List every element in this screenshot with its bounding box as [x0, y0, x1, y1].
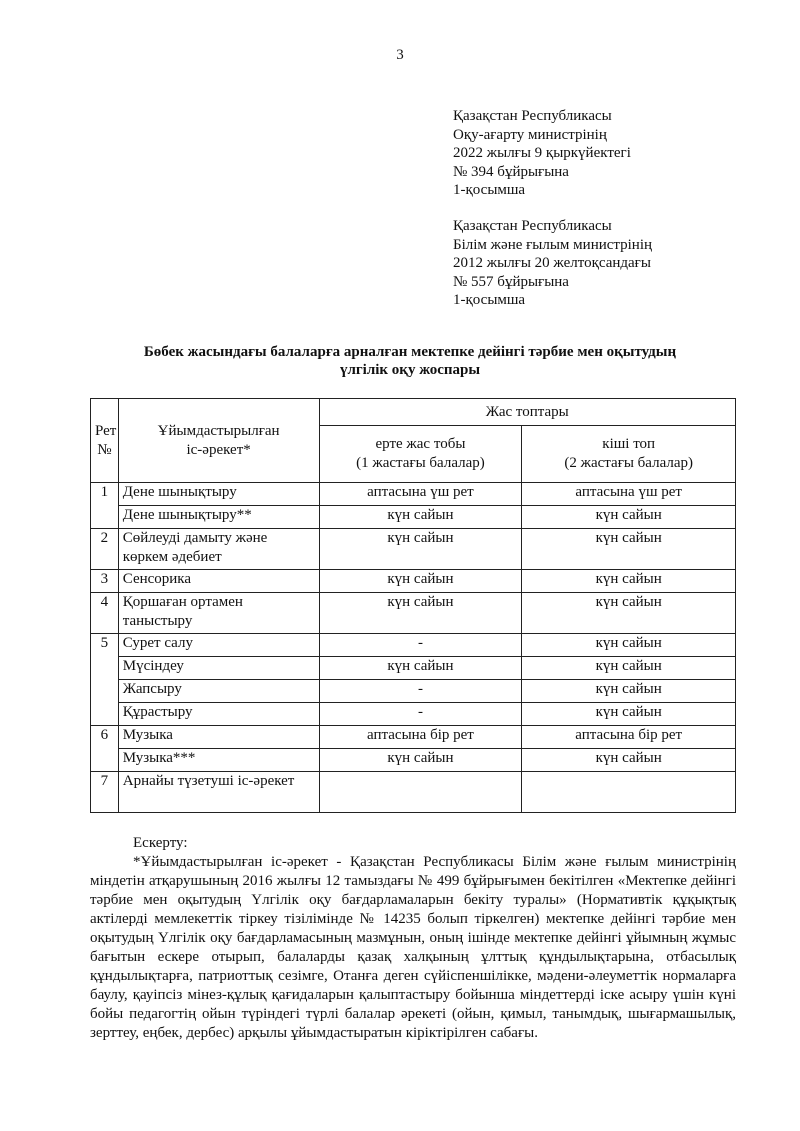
row-number: 1: [91, 483, 119, 529]
header-group-early-line2: (1 жастағы балалар): [356, 455, 485, 471]
title-line-1: Бөбек жасындағы балаларға арналған мектепке дейінгі тәрбие мен оқытудың: [143, 344, 677, 360]
table-row: [91, 593, 736, 634]
table-row: [91, 483, 736, 506]
table-row: [91, 529, 736, 570]
header-number-line2: №: [97, 441, 112, 458]
early-group-cell: күн сайын: [319, 506, 522, 529]
junior-group-cell: күн сайын: [522, 680, 736, 703]
page-number: 3: [396, 47, 404, 63]
header-group-early: [319, 426, 522, 483]
table-row: [91, 772, 736, 813]
table-row: [91, 570, 736, 593]
row-number: 6: [91, 726, 119, 772]
footnotes: [90, 834, 736, 1043]
row-number: 5: [91, 634, 119, 726]
activity-cell: Мүсіндеу: [118, 657, 319, 680]
activity-cell: Дене шынықтыру: [118, 483, 319, 506]
header-activity-line2: іс-әрекет*: [186, 441, 251, 458]
stamp-line: № 557 бұйрығына: [453, 273, 569, 290]
approval-stamp-2022: [453, 107, 631, 200]
header-number: [91, 399, 119, 483]
activity-cell: Құрастыру: [118, 703, 319, 726]
early-group-cell: -: [319, 703, 522, 726]
activity-cell: Қоршаған ортамен таныстыру: [118, 593, 319, 634]
early-group-cell: күн сайын: [319, 529, 522, 570]
activity-cell: Дене шынықтыру**: [118, 506, 319, 529]
junior-group-cell: аптасына бір рет: [522, 726, 736, 749]
stamp-line: Қазақстан Республикасы: [453, 108, 612, 124]
table-row: [91, 749, 736, 772]
activity-cell: Арнайы түзетуші іс-әрекет: [118, 772, 319, 813]
early-group-cell: аптасына үш рет: [319, 483, 522, 506]
notes-paragraph: *Ұйымдастырылған іс-әрекет - Қазақстан Республикасы Білім және ғылым министрінің міндетін атқарушының 2016 жылғы 12 тамыздағы № 499 бұйрығымен бекітілген «Мектепке дейінгі тәрбие мен оқытудың Үлгілік оқу бағдарламаларын бекіту туралы» (Нормативтік құқықтық актілерді мемлекеттік тіркеу тізілімінде № 14235 болып тіркелген) мектепке дейінгі тәрбие мен оқытудың Үлгілік оқу бағдарламасының мазмұнын, оның ішінде мектепке дейінгі ұйымның жұмыс бағытын ескере отырып, балаларды қазақ халқының ұлттық құндылықтарына, отбасылық құндылықтарға, патриоттық сезімге, Отанға деген сүйіспеншілікке, мәдени-әлеуметтік нормаларға баулу, қауіпсіз мінез-құлық қағидаларын қалыптастыру бойынша міндеттерді іске асыру үшін күні бойы педагогтің ойын түріндегі түрлі балалар әрекеті (ойын, қимыл, танымдық, шығармашылық, зерттеу, еңбек, дербес) арқылы ұйымдастыратын кіріктірілген сабағы.: [90, 854, 736, 1041]
header-group-junior-line2: (2 жастағы балалар): [564, 455, 694, 471]
row-number: 4: [91, 593, 119, 634]
activity-cell: Жапсыру: [118, 680, 319, 703]
row-number: 2: [91, 529, 119, 570]
junior-group-cell: күн сайын: [522, 570, 736, 593]
header-age-groups: Жас топтары: [319, 399, 736, 426]
stamp-line: 1-қосымша: [453, 182, 526, 198]
table-row: [91, 657, 736, 680]
title-line-2: үлгілік оқу жоспары: [339, 362, 481, 378]
stamp-line: Білім және ғылым министрінің: [453, 236, 653, 253]
header-number-line1: Рет: [95, 422, 117, 439]
early-group-cell: күн сайын: [319, 657, 522, 680]
early-group-cell: күн сайын: [319, 593, 522, 634]
activity-cell: Сурет салу: [118, 634, 319, 657]
junior-group-cell: күн сайын: [522, 749, 736, 772]
junior-group-cell: аптасына үш рет: [522, 483, 736, 506]
table-row: [91, 506, 736, 529]
early-group-cell: -: [319, 680, 522, 703]
stamp-line: Қазақстан Республикасы: [453, 218, 612, 234]
header-group-junior: [522, 426, 736, 483]
table-row: [91, 703, 736, 726]
stamp-line: 2022 жылғы 9 қыркүйектегі: [453, 145, 631, 161]
junior-group-cell: [522, 772, 736, 813]
activity-cell: Музыка: [118, 726, 319, 749]
junior-group-cell: күн сайын: [522, 657, 736, 680]
early-group-cell: күн сайын: [319, 570, 522, 593]
activity-cell: Музыка***: [118, 749, 319, 772]
header-group-early-line1: ерте жас тобы: [375, 436, 466, 452]
row-number: 7: [91, 772, 119, 813]
document-title: [60, 343, 760, 379]
table-row: [91, 680, 736, 703]
row-number: 3: [91, 570, 119, 593]
early-group-cell: аптасына бір рет: [319, 726, 522, 749]
notes-heading: Ескерту:: [133, 835, 188, 851]
junior-group-cell: күн сайын: [522, 506, 736, 529]
header-activity: [118, 399, 319, 483]
table-row: [91, 726, 736, 749]
early-group-cell: [319, 772, 522, 813]
header-row: [91, 399, 736, 426]
activity-cell: Сенсорика: [118, 570, 319, 593]
stamp-line: № 394 бұйрығына: [453, 163, 569, 180]
approval-stamp-2012: [453, 217, 652, 310]
junior-group-cell: күн сайын: [522, 529, 736, 570]
early-group-cell: күн сайын: [319, 749, 522, 772]
junior-group-cell: күн сайын: [522, 593, 736, 634]
activity-cell: Сөйлеуді дамыту және көркем әдебиет: [118, 529, 319, 570]
curriculum-table: [90, 398, 736, 813]
early-group-cell: -: [319, 634, 522, 657]
table-row: [91, 634, 736, 657]
header-group-junior-line1: кіші топ: [602, 436, 656, 452]
stamp-line: 1-қосымша: [453, 292, 526, 308]
stamp-line: Оқу-ағарту министрінің: [453, 126, 607, 143]
header-activity-line1: Ұйымдастырылған: [157, 422, 280, 439]
stamp-line: 2012 жылғы 20 желтоқсандағы: [453, 255, 651, 271]
junior-group-cell: күн сайын: [522, 634, 736, 657]
junior-group-cell: күн сайын: [522, 703, 736, 726]
